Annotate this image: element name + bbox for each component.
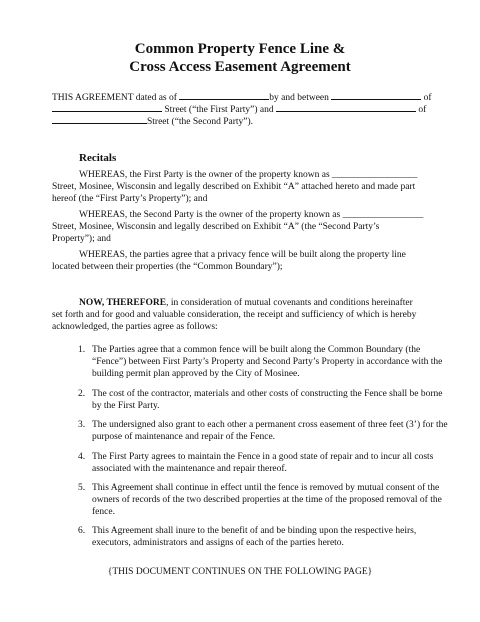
intro-line-3 [52, 114, 253, 128]
continuation-footer: {THIS DOCUMENT CONTINUES ON THE FOLLOWING PAGE} [107, 567, 373, 577]
list-item-number: 3. [78, 420, 86, 430]
recital-paragraph: WHEREAS, the First Party is the owner of the property known as __________________ Street, Mosinee, Wisconsin and legally described on Exhibit “A” attached hereto and made part hereof (the “First Party’s Property”); and [52, 170, 418, 204]
now-therefore-text: , in consideration of mutual covenants and conditions hereinafter set forth and for good and valuable consideration, the receipt and sufficiency of which is hereby acknowledged, the parties agree as follows: [52, 298, 417, 332]
list-item-number: 2. [78, 389, 86, 399]
date-blank[interactable] [179, 90, 269, 100]
now-therefore-paragraph [52, 297, 424, 333]
intro-text: of [421, 93, 432, 103]
intro-text: Street (“the First Party”) and [162, 105, 276, 115]
intro-text: of [415, 105, 427, 115]
intro-text: THIS AGREEMENT dated as of [52, 93, 180, 103]
list-item-number: 6. [78, 526, 86, 536]
list-item-text: The Parties agree that a common fence will be built along the Common Boundary (the “Fence”) between First Party’s Property and Second Party’s Property in accordance with the building permit plan approved by the City of Mosinee. [92, 345, 443, 379]
list-item-text: The cost of the contractor, materials and other costs of constructing the Fence shall be borne by the First Party. [92, 389, 443, 411]
list-item-text: The undersigned also grant to each other a permanent cross easement of three feet (3’) for the purpose of maintenance and repair of the Fence. [92, 420, 448, 442]
first-party-name-blank[interactable] [331, 90, 421, 100]
recital-paragraph: WHEREAS, the parties agree that a privacy fence will be built along the property line located between their properties (the “Common Boundary”); [52, 250, 406, 272]
page-title-line-2: Cross Access Easement Agreement [129, 59, 351, 75]
list-item-text: The First Party agrees to maintain the Fence in a good state of repair and to incur all costs associated with the maintenance and repair thereof. [92, 452, 434, 474]
intro-text: Street (“the Second Party”). [147, 117, 254, 127]
first-party-street-blank[interactable] [52, 102, 162, 112]
list-item-number: 4. [78, 452, 86, 462]
list-item-text: This Agreement shall inure to the benefit of and be binding upon the respective heirs, executors, administrators and assigns of each of the parties hereto. [92, 526, 417, 548]
list-item-number: 5. [78, 483, 86, 493]
recitals-heading: Recitals [79, 152, 117, 164]
intro-text: by and between [269, 93, 332, 103]
second-party-street-blank[interactable] [52, 114, 147, 124]
now-therefore-bold: NOW, THEREFORE [79, 298, 167, 308]
recital-paragraph: WHEREAS, the Second Party is the owner of the property known as _________________ Street, Mosinee, Wisconsin and legally described on Exhibit “A” (the “Second Party’s Property”); and [52, 210, 424, 244]
list-item-text: This Agreement shall continue in effect until the fence is removed by mutual consent of the owners of records of the two described properties at the time of the proposed removal of the fence. [92, 483, 442, 517]
second-party-name-blank[interactable] [276, 102, 416, 112]
page-title-line-1: Common Property Fence Line & [134, 41, 346, 57]
list-item-number: 1. [78, 345, 86, 355]
